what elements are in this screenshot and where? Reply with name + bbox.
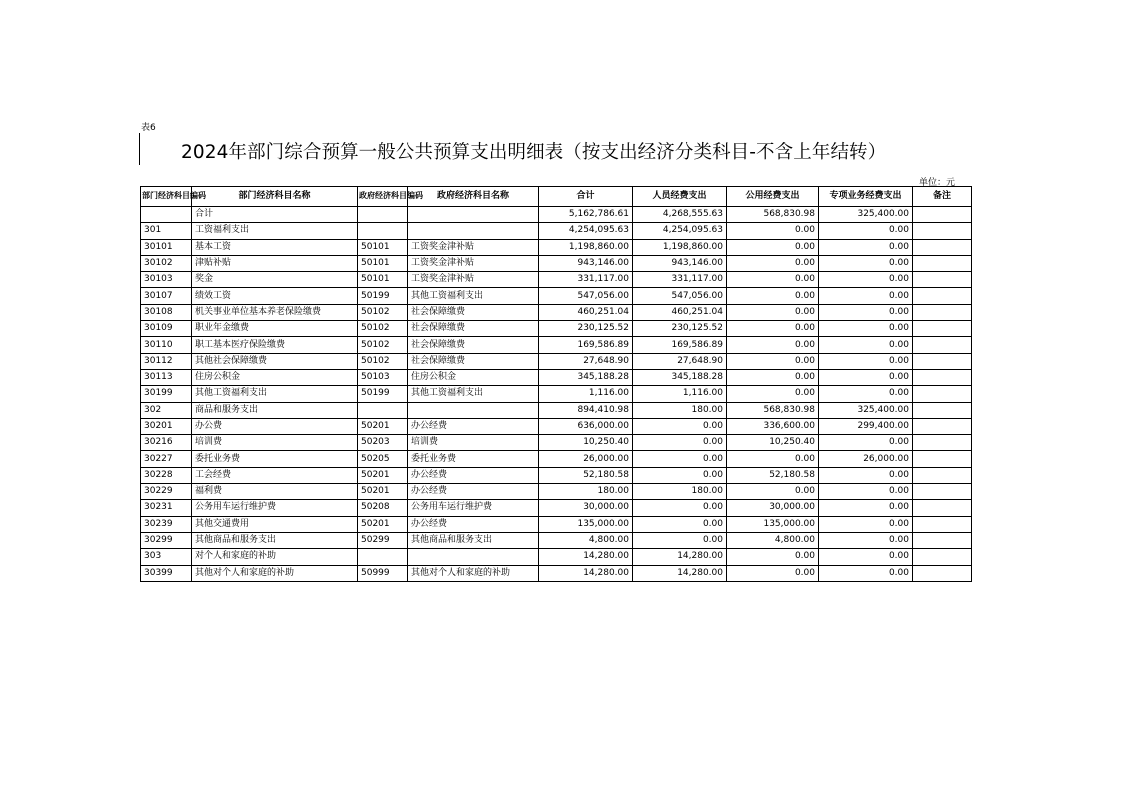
- cell-personnel: 230,125.52: [633, 321, 727, 337]
- cell-gov-name: [408, 223, 539, 239]
- cell-public: 0.00: [727, 288, 819, 304]
- cell-gov-name: 住房公积金: [408, 369, 539, 385]
- cell-remark: [913, 321, 972, 337]
- cell-total: 10,250.40: [539, 435, 633, 451]
- table-row: [141, 288, 972, 304]
- cell-total: 331,117.00: [539, 272, 633, 288]
- cell-personnel: 0.00: [633, 451, 727, 467]
- cell-project: 0.00: [819, 516, 913, 532]
- cell-gov-name: 其他对个人和家庭的补助: [408, 565, 539, 581]
- cell-dept-name: 其他工资福利支出: [192, 386, 358, 402]
- header-personnel: 人员经费支出: [633, 187, 727, 207]
- table-number: 表6: [141, 123, 156, 133]
- table-row: [141, 467, 972, 483]
- table-body: [141, 207, 972, 582]
- cell-dept-name: 公务用车运行维护费: [192, 500, 358, 516]
- cell-public: 336,600.00: [727, 418, 819, 434]
- cell-dept-code: 30110: [141, 337, 192, 353]
- cell-dept-code: 30107: [141, 288, 192, 304]
- cell-gov-code: 50102: [358, 353, 408, 369]
- cell-gov-code: 50199: [358, 288, 408, 304]
- cell-remark: [913, 484, 972, 500]
- cell-personnel: 0.00: [633, 500, 727, 516]
- cell-public: 0.00: [727, 304, 819, 320]
- cell-dept-code: 30108: [141, 304, 192, 320]
- cell-gov-code: 50102: [358, 337, 408, 353]
- cell-dept-name: 职工基本医疗保险缴费: [192, 337, 358, 353]
- cell-gov-code: [358, 402, 408, 418]
- cell-remark: [913, 467, 972, 483]
- table-row: [141, 207, 972, 223]
- header-total: 合计: [539, 187, 633, 207]
- cell-gov-name: 社会保障缴费: [408, 321, 539, 337]
- cell-public: 0.00: [727, 386, 819, 402]
- cell-personnel: 0.00: [633, 516, 727, 532]
- cell-dept-code: 30228: [141, 467, 192, 483]
- cell-dept-code: 30199: [141, 386, 192, 402]
- table-row: [141, 435, 972, 451]
- cell-gov-code: 50101: [358, 255, 408, 271]
- cell-public: 0.00: [727, 369, 819, 385]
- cell-personnel: 1,198,860.00: [633, 239, 727, 255]
- cell-personnel: 547,056.00: [633, 288, 727, 304]
- cell-project: 0.00: [819, 435, 913, 451]
- cell-dept-name: 对个人和家庭的补助: [192, 549, 358, 565]
- cell-project: 26,000.00: [819, 451, 913, 467]
- cell-gov-name: 工资奖金津补贴: [408, 239, 539, 255]
- cell-public: 0.00: [727, 337, 819, 353]
- table-row: [141, 532, 972, 548]
- cell-remark: [913, 353, 972, 369]
- cell-dept-code: 30399: [141, 565, 192, 581]
- cell-dept-name: 基本工资: [192, 239, 358, 255]
- cell-dept-code: 30229: [141, 484, 192, 500]
- header-project: 专项业务经费支出: [819, 187, 913, 207]
- cell-total: 180.00: [539, 484, 633, 500]
- table-row: [141, 451, 972, 467]
- header-dept-code: 部门经济科目编码: [141, 187, 192, 207]
- cell-remark: [913, 369, 972, 385]
- cell-gov-name: 社会保障缴费: [408, 353, 539, 369]
- cell-remark: [913, 207, 972, 223]
- cell-project: 0.00: [819, 255, 913, 271]
- text-cursor: [139, 133, 140, 165]
- cell-gov-code: 50201: [358, 484, 408, 500]
- cell-dept-name: 绩效工资: [192, 288, 358, 304]
- cell-gov-name: 办公经费: [408, 484, 539, 500]
- cell-gov-name: 工资奖金津补贴: [408, 272, 539, 288]
- table-row: [141, 565, 972, 581]
- cell-gov-code: 50201: [358, 516, 408, 532]
- cell-gov-code: 50101: [358, 272, 408, 288]
- cell-total: 5,162,786.61: [539, 207, 633, 223]
- cell-remark: [913, 288, 972, 304]
- cell-personnel: 169,586.89: [633, 337, 727, 353]
- cell-dept-name: 工资福利支出: [192, 223, 358, 239]
- cell-total: 30,000.00: [539, 500, 633, 516]
- cell-dept-code: 30231: [141, 500, 192, 516]
- cell-dept-code: 30216: [141, 435, 192, 451]
- cell-public: 568,830.98: [727, 207, 819, 223]
- cell-project: 0.00: [819, 386, 913, 402]
- cell-dept-code: 302: [141, 402, 192, 418]
- cell-total: 4,254,095.63: [539, 223, 633, 239]
- cell-dept-name: 住房公积金: [192, 369, 358, 385]
- cell-dept-name: 办公费: [192, 418, 358, 434]
- cell-personnel: 27,648.90: [633, 353, 727, 369]
- cell-project: 0.00: [819, 369, 913, 385]
- cell-dept-name: 其他对个人和家庭的补助: [192, 565, 358, 581]
- cell-dept-name: 福利费: [192, 484, 358, 500]
- cell-project: 0.00: [819, 484, 913, 500]
- cell-personnel: 331,117.00: [633, 272, 727, 288]
- cell-gov-code: 50102: [358, 304, 408, 320]
- table-row: [141, 321, 972, 337]
- cell-gov-name: 工资奖金津补贴: [408, 255, 539, 271]
- cell-gov-name: [408, 207, 539, 223]
- cell-total: 14,280.00: [539, 549, 633, 565]
- cell-dept-name: 其他交通费用: [192, 516, 358, 532]
- cell-remark: [913, 532, 972, 548]
- cell-gov-code: 50199: [358, 386, 408, 402]
- cell-project: 0.00: [819, 239, 913, 255]
- cell-gov-code: 50205: [358, 451, 408, 467]
- cell-dept-code: 301: [141, 223, 192, 239]
- cell-gov-name: [408, 402, 539, 418]
- cell-gov-name: 办公经费: [408, 516, 539, 532]
- cell-project: 0.00: [819, 272, 913, 288]
- table-row: [141, 418, 972, 434]
- cell-gov-code: 50102: [358, 321, 408, 337]
- cell-personnel: 345,188.28: [633, 369, 727, 385]
- cell-remark: [913, 304, 972, 320]
- cell-dept-name: 其他社会保障缴费: [192, 353, 358, 369]
- cell-gov-name: 委托业务费: [408, 451, 539, 467]
- table-row: [141, 272, 972, 288]
- cell-dept-name: 津贴补贴: [192, 255, 358, 271]
- table-row: [141, 484, 972, 500]
- cell-total: 230,125.52: [539, 321, 633, 337]
- cell-dept-code: 303: [141, 549, 192, 565]
- cell-personnel: 0.00: [633, 435, 727, 451]
- cell-remark: [913, 418, 972, 434]
- cell-total: 14,280.00: [539, 565, 633, 581]
- cell-dept-name: 机关事业单位基本养老保险缴费: [192, 304, 358, 320]
- table-row: [141, 239, 972, 255]
- header-gov-name: 政府经济科目名称: [408, 187, 539, 207]
- cell-dept-code: 30227: [141, 451, 192, 467]
- cell-project: 0.00: [819, 337, 913, 353]
- cell-gov-name: 办公经费: [408, 418, 539, 434]
- cell-personnel: 14,280.00: [633, 565, 727, 581]
- cell-dept-name: 培训费: [192, 435, 358, 451]
- cell-public: 0.00: [727, 255, 819, 271]
- cell-dept-code: 30299: [141, 532, 192, 548]
- budget-table: [140, 186, 972, 582]
- cell-project: 0.00: [819, 565, 913, 581]
- cell-gov-name: 公务用车运行维护费: [408, 500, 539, 516]
- cell-gov-name: 其他工资福利支出: [408, 386, 539, 402]
- cell-total: 27,648.90: [539, 353, 633, 369]
- cell-public: 0.00: [727, 353, 819, 369]
- cell-public: 0.00: [727, 565, 819, 581]
- cell-dept-code: 30201: [141, 418, 192, 434]
- cell-project: 0.00: [819, 223, 913, 239]
- cell-personnel: 943,146.00: [633, 255, 727, 271]
- table-row: [141, 255, 972, 271]
- table-row: [141, 516, 972, 532]
- cell-dept-name: 商品和服务支出: [192, 402, 358, 418]
- cell-project: 0.00: [819, 288, 913, 304]
- cell-public: 0.00: [727, 484, 819, 500]
- cell-dept-code: 30102: [141, 255, 192, 271]
- cell-total: 26,000.00: [539, 451, 633, 467]
- cell-public: 30,000.00: [727, 500, 819, 516]
- cell-remark: [913, 386, 972, 402]
- table-row: [141, 223, 972, 239]
- cell-dept-name: 工会经费: [192, 467, 358, 483]
- cell-total: 135,000.00: [539, 516, 633, 532]
- cell-dept-name: 奖金: [192, 272, 358, 288]
- cell-gov-name: [408, 549, 539, 565]
- cell-project: 325,400.00: [819, 402, 913, 418]
- cell-project: 0.00: [819, 532, 913, 548]
- cell-dept-name: 委托业务费: [192, 451, 358, 467]
- cell-gov-name: 社会保障缴费: [408, 304, 539, 320]
- cell-total: 894,410.98: [539, 402, 633, 418]
- cell-gov-name: 社会保障缴费: [408, 337, 539, 353]
- cell-personnel: 4,254,095.63: [633, 223, 727, 239]
- cell-dept-name: 合计: [192, 207, 358, 223]
- cell-gov-code: 50201: [358, 418, 408, 434]
- header-row: [141, 187, 972, 207]
- cell-project: 0.00: [819, 500, 913, 516]
- cell-gov-name: 培训费: [408, 435, 539, 451]
- header-gov-code: 政府经济科目编码: [358, 187, 408, 207]
- cell-gov-name: 办公经费: [408, 467, 539, 483]
- cell-personnel: 180.00: [633, 484, 727, 500]
- cell-total: 4,800.00: [539, 532, 633, 548]
- cell-remark: [913, 500, 972, 516]
- cell-dept-code: 30109: [141, 321, 192, 337]
- cell-gov-code: 50999: [358, 565, 408, 581]
- table-row: [141, 353, 972, 369]
- table-row: [141, 500, 972, 516]
- cell-remark: [913, 451, 972, 467]
- cell-remark: [913, 435, 972, 451]
- cell-public: 0.00: [727, 239, 819, 255]
- cell-project: 325,400.00: [819, 207, 913, 223]
- cell-dept-code: 30113: [141, 369, 192, 385]
- cell-total: 943,146.00: [539, 255, 633, 271]
- cell-dept-code: 30112: [141, 353, 192, 369]
- cell-public: 0.00: [727, 272, 819, 288]
- header-public: 公用经费支出: [727, 187, 819, 207]
- cell-remark: [913, 223, 972, 239]
- cell-public: 135,000.00: [727, 516, 819, 532]
- cell-gov-code: 50103: [358, 369, 408, 385]
- cell-dept-name: 其他商品和服务支出: [192, 532, 358, 548]
- cell-gov-name: 其他商品和服务支出: [408, 532, 539, 548]
- cell-total: 169,586.89: [539, 337, 633, 353]
- cell-personnel: 460,251.04: [633, 304, 727, 320]
- table-row: [141, 369, 972, 385]
- cell-public: 52,180.58: [727, 467, 819, 483]
- cell-public: 0.00: [727, 451, 819, 467]
- cell-gov-code: 50299: [358, 532, 408, 548]
- cell-total: 636,000.00: [539, 418, 633, 434]
- table-row: [141, 304, 972, 320]
- cell-gov-code: [358, 207, 408, 223]
- cell-gov-name: 其他工资福利支出: [408, 288, 539, 304]
- cell-remark: [913, 239, 972, 255]
- cell-remark: [913, 272, 972, 288]
- cell-remark: [913, 255, 972, 271]
- cell-gov-code: 50203: [358, 435, 408, 451]
- cell-project: 0.00: [819, 353, 913, 369]
- cell-remark: [913, 516, 972, 532]
- cell-public: 4,800.00: [727, 532, 819, 548]
- unit-label: 单位：元: [919, 178, 956, 188]
- table-row: [141, 386, 972, 402]
- cell-remark: [913, 337, 972, 353]
- cell-gov-code: 50101: [358, 239, 408, 255]
- cell-personnel: 1,116.00: [633, 386, 727, 402]
- cell-public: 0.00: [727, 223, 819, 239]
- table-row: [141, 337, 972, 353]
- cell-public: 0.00: [727, 549, 819, 565]
- cell-public: 10,250.40: [727, 435, 819, 451]
- cell-total: 460,251.04: [539, 304, 633, 320]
- cell-remark: [913, 549, 972, 565]
- table-row: [141, 402, 972, 418]
- cell-personnel: 4,268,555.63: [633, 207, 727, 223]
- cell-total: 345,188.28: [539, 369, 633, 385]
- header-remark: 备注: [913, 187, 972, 207]
- cell-project: 0.00: [819, 467, 913, 483]
- cell-personnel: 0.00: [633, 418, 727, 434]
- cell-project: 0.00: [819, 549, 913, 565]
- cell-dept-name: 职业年金缴费: [192, 321, 358, 337]
- cell-dept-code: 30239: [141, 516, 192, 532]
- cell-gov-code: [358, 223, 408, 239]
- cell-gov-code: 50208: [358, 500, 408, 516]
- cell-project: 299,400.00: [819, 418, 913, 434]
- cell-personnel: 14,280.00: [633, 549, 727, 565]
- cell-total: 52,180.58: [539, 467, 633, 483]
- cell-remark: [913, 565, 972, 581]
- cell-personnel: 180.00: [633, 402, 727, 418]
- cell-personnel: 0.00: [633, 467, 727, 483]
- cell-gov-code: 50201: [358, 467, 408, 483]
- cell-dept-code: 30101: [141, 239, 192, 255]
- cell-dept-code: [141, 207, 192, 223]
- cell-gov-code: [358, 549, 408, 565]
- cell-public: 0.00: [727, 321, 819, 337]
- cell-remark: [913, 402, 972, 418]
- cell-total: 547,056.00: [539, 288, 633, 304]
- table-row: [141, 549, 972, 565]
- cell-total: 1,198,860.00: [539, 239, 633, 255]
- cell-project: 0.00: [819, 321, 913, 337]
- cell-personnel: 0.00: [633, 532, 727, 548]
- cell-dept-code: 30103: [141, 272, 192, 288]
- page-title: 2024年部门综合预算一般公共预算支出明细表（按支出经济分类科目-不含上年结转）: [181, 142, 887, 163]
- cell-project: 0.00: [819, 304, 913, 320]
- cell-public: 568,830.98: [727, 402, 819, 418]
- header-dept-name: 部门经济科目名称: [192, 187, 358, 207]
- cell-total: 1,116.00: [539, 386, 633, 402]
